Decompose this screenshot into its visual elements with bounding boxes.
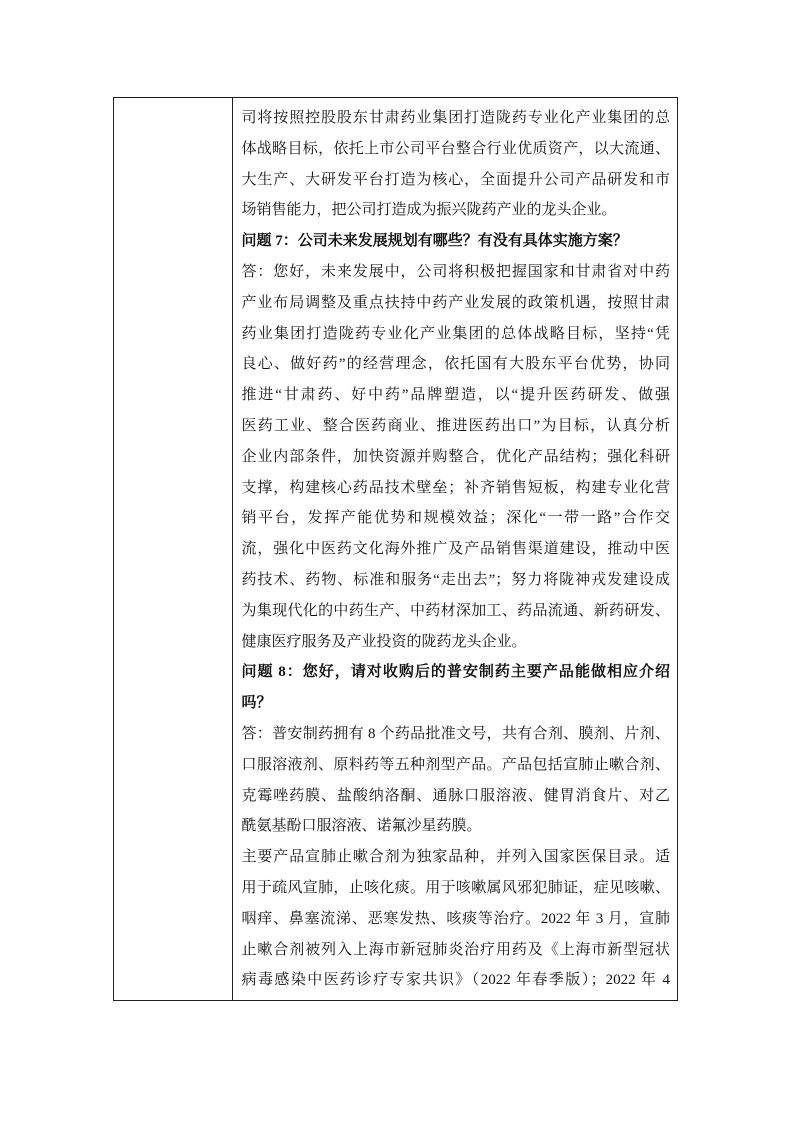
answer-line: 药业集团打造陇药专业化产业集团的总体战略目标，坚持“凭	[241, 325, 670, 342]
answer-line: 口服溶液剂、原料药等五种剂型产品。产品包括宣肺止嗽合剂、	[241, 756, 670, 773]
table-cell-left	[114, 98, 233, 1000]
answer-line: 支撑，构建核心药品技术壁垒；补齐销售短板，构建专业化营	[241, 479, 670, 496]
answer-line: 推进“甘肃药、好中药”品牌塑造，以“提升医药研发、做强	[241, 387, 670, 404]
qa-table	[113, 97, 678, 1001]
answer-line: 咽痒、鼻塞流涕、恶寒发热、咳痰等治疗。2022 年 3 月，宣肺	[241, 910, 670, 927]
answer-line: 病毒感染中医药诊疗专家共识》（2022 年春季版）；2022 年 4	[241, 972, 670, 989]
answer-line: 为集现代化的中药生产、中药材深加工、药品流通、新药研发、	[241, 602, 670, 619]
answer-line: 大生产、大研发平台打造为核心，全面提升公司产品研发和市	[241, 171, 670, 188]
answer-line: 场销售能力，把公司打造成为振兴陇药产业的龙头企业。	[241, 202, 617, 219]
answer-line: 止嗽合剂被列入上海市新冠肺炎治疗用药及《上海市新型冠状	[241, 941, 670, 958]
answer-line: 司将按照控股股东甘肃药业集团打造陇药专业化产业集团的总	[241, 110, 670, 126]
answer-line: 药技术、药物、标准和服务“走出去”；努力将陇神戎发建设成	[241, 571, 670, 588]
answer-line: 流，强化中医药文化海外推广及产品销售渠道建设，推动中医	[241, 541, 670, 558]
answer-line: 销平台，发挥产能优势和规模效益；深化“一带一路”合作交	[241, 510, 670, 527]
answer-line: 主要产品宣肺止嗽合剂为独家品种，并列入国家医保目录。适	[241, 849, 670, 866]
answer-line: 答：您好，未来发展中，公司将积极把握国家和甘肃省对中药	[241, 263, 670, 280]
answer-line: 健康医疗服务及产业投资的陇药龙头企业。	[241, 633, 527, 650]
answer-line: 产业布局调整及重点扶持中药产业发展的政策机遇，按照甘肃	[241, 294, 670, 311]
answer-line: 良心、做好药”的经营理念，依托国有大股东平台优势，协同	[241, 356, 670, 373]
question-line: 问题 8：您好，请对收购后的普安制药主要产品能做相应介绍	[241, 664, 670, 681]
answer-line: 用于疏风宣肺，止咳化痰。用于咳嗽属风邪犯肺证，症见咳嗽、	[241, 879, 670, 896]
answer-line: 答：普安制药拥有 8 个药品批准文号，共有合剂、膜剂、片剂、	[241, 725, 670, 742]
question-line: 问题 7：公司未来发展规划有哪些？有没有具体实施方案？	[241, 233, 628, 250]
answer-line: 酰氨基酚口服溶液、诺氟沙星药膜。	[241, 818, 482, 835]
answer-line: 医药工业、整合医药商业、推进医药出口”为目标，认真分析	[241, 417, 670, 434]
question-line: 吗？	[241, 695, 272, 712]
answer-line: 体战略目标，依托上市公司平台整合行业优质资产，以大流通、	[241, 140, 670, 157]
answer-line: 企业内部条件，加快资源并购整合，优化产品结构；强化科研	[241, 448, 670, 465]
answer-line: 克霉唑药膜、盐酸纳洛酮、通脉口服溶液、健胃消食片、对乙	[241, 787, 670, 804]
table-cell-content	[233, 98, 678, 1000]
